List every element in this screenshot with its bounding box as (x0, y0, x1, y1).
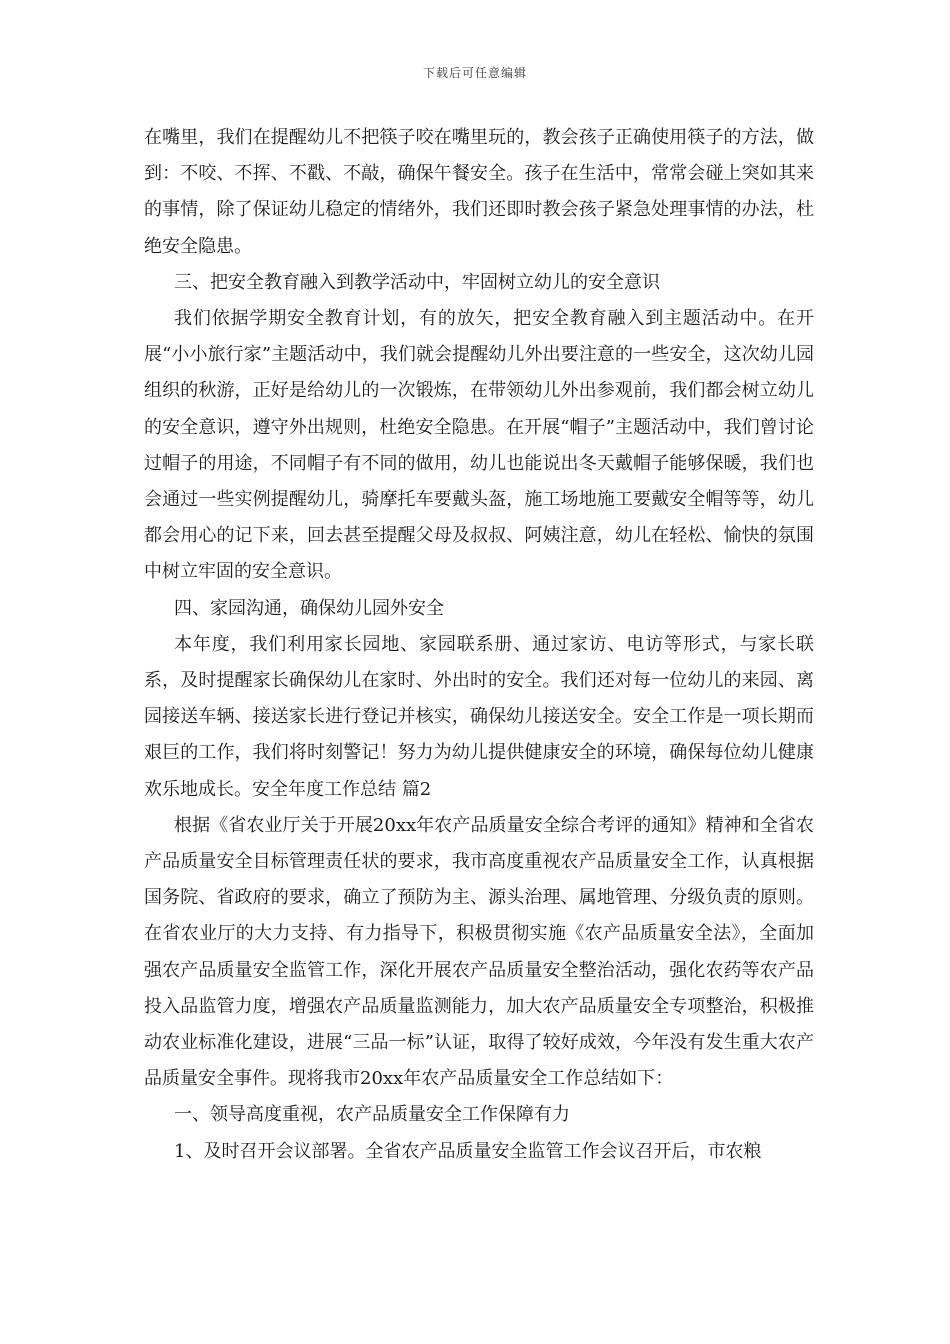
paragraph-safety-education: 我们依据学期安全教育计划，有的放矢，把安全教育融入到主题活动中。在开展“小小旅行家”主题活动中，我们就会提醒幼儿外出要注意的一些安全，这次幼儿园组织的秋游，正好是给幼儿的一次锻炼，在带领幼儿外出参观前，我们都会树立幼儿的安全意识，遵守外出规则，杜绝安全隐患。在开展“帽子”主题活动中，我们曾讨论过帽子的用途，不同帽子有不同的做用，幼儿也能说出冬天戴帽子能够保暖，我们也会通过一些实例提醒幼儿，骑摩托车要戴头盔，施工场地施工要戴安全帽等等，幼儿都会用心的记下来，回去甚至提醒父母及叔叔、阿姨注意，幼儿在轻松、愉快的氛围中树立牢固的安全意识。 (144, 308, 814, 583)
document-body (144, 120, 814, 1170)
page-header: 下载后可任意编辑 (422, 66, 527, 80)
paragraph-continuation: 在嘴里，我们在提醒幼儿不把筷子咬在嘴里玩的，教会孩子正确使用筷子的方法，做到：不咬、不挥、不戳、不敲，确保午餐安全。孩子在生活中，常常会碰上突如其来的事情，除了保证幼儿稳定的情绪外，我们还即时教会孩子紧急处理事情的办法，杜绝安全隐患。 (144, 127, 814, 257)
section-heading-one: 一、领导高度重视，农产品质量安全工作保障有力 (174, 1104, 570, 1126)
paragraph-home-school: 本年度，我们利用家长园地、家园联系册、通过家访、电访等形式，与家长联系，及时提醒家长确保幼儿在家时、外出时的安全。我们还对每一位幼儿的来园、离园接送车辆、接送家长进行登记并核实，确保幼儿接送安全。安全工作是一项长期而艰巨的工作，我们将时刻警记！努力为幼儿提供健康安全的环境，确保每位幼儿健康欢乐地成长。安全年度工作总结 篇2 (144, 633, 814, 800)
paragraph-meeting: 1、及时召开会议部署。全省农产品质量安全监管工作会议召开后，市农粮 (174, 1140, 762, 1162)
section-heading-four: 四、家园沟通，确保幼儿园外安全 (174, 597, 444, 619)
section-heading-three: 三、把安全教育融入到教学活动中，牢固树立幼儿的安全意识 (174, 271, 660, 293)
paragraph-agriculture-intro: 根据《省农业厅关于开展20xx年农产品质量安全综合考评的通知》精神和全省农产品质量安全目标管理责任状的要求，我市高度重视农产品质量安全工作，认真根据国务院、省政府的要求，确立了预防为主、源头治理、属地管理、分级负责的原则。在省农业厅的大力支持、有力指导下，积极贯彻实施《农产品质量安全法》，全面加强农产品质量安全监管工作，深化开展农产品质量安全整治活动，强化农药等农产品投入品监管力度，增强农产品质量监测能力，加大农产品质量安全专项整治，积极推动农业标准化建设，进展“三品一标”认证，取得了较好成效，今年没有发生重大农产品质量安全事件。现将我市20xx年农产品质量安全工作总结如下： (144, 814, 814, 1090)
